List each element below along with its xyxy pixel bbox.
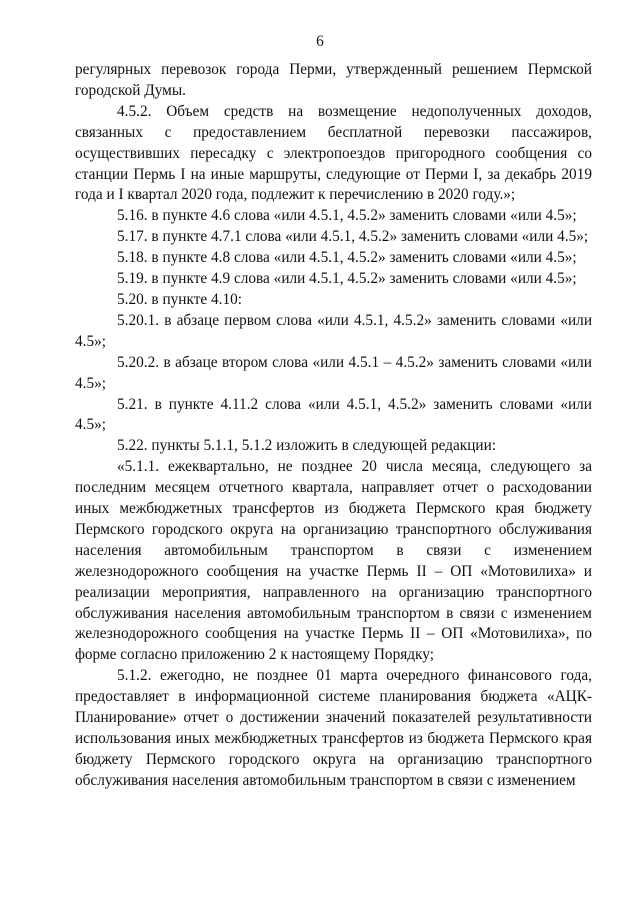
- paragraph: 5.16. в пункте 4.6 слова «или 4.5.1, 4.5.2» заменить словами «или 4.5»;: [117, 207, 577, 225]
- paragraph: 5.18. в пункте 4.8 слова «или 4.5.1, 4.5.2» заменить словами «или 4.5»;: [117, 249, 577, 267]
- paragraph: 5.1.2. ежегодно, не позднее 01 марта очередного финансового года, предоставляет в информационной системе планирования бюджета «АЦК-Планирование» отчет о достижении значений показателей результативности использования иных межбюджетных трансфертов из бюджета Пермского края бюджету Пермского городского округа на организацию транспортного обслуживания населения автомобильным транспортом в связи с изменением: [75, 667, 592, 789]
- document-body: [75, 60, 592, 792]
- paragraph: 5.17. в пункте 4.7.1 слова «или 4.5.1, 4.5.2» заменить словами «или 4.5»;: [117, 228, 589, 246]
- paragraph: 5.19. в пункте 4.9 слова «или 4.5.1, 4.5.2» заменить словами «или 4.5»;: [117, 270, 577, 288]
- paragraph: регулярных перевозок города Перми, утвержденный решением Пермской городской Думы.: [75, 61, 592, 99]
- paragraph: 5.20.1. в абзаце первом слова «или 4.5.1, 4.5.2» заменить словами «или 4.5»;: [75, 311, 592, 350]
- paragraph: 5.22. пункты 5.1.1, 5.1.2 изложить в следующей редакции:: [117, 437, 497, 455]
- page-number: 6: [316, 33, 324, 50]
- paragraph: 5.20. в пункте 4.10:: [117, 290, 243, 308]
- paragraph: 5.21. в пункте 4.11.2 слова «или 4.5.1, 4.5.2» заменить словами «или 4.5»;: [75, 395, 592, 434]
- paragraph: «5.1.1. ежеквартально, не позднее 20 числа месяца, следующего за последним месяцем отчетного квартала, направляет отчет о расходовании иных межбюджетных трансфертов из бюджета Пермского края бюджету Пермского городского округа на организацию транспортного обслуживания населения автомобильным транспортом в связи с изменением железнодорожного сообщения на участке Пермь II – ОП «Мотовилиха» и реализации мероприятия, направленного на организацию транспортного обслуживания населения автомобильным транспортом в связи с изменением железнодорожного сообщения на участке Пермь II – ОП «Мотовилиха», по форме согласно приложению 2 к настоящему Порядку;: [75, 458, 592, 664]
- paragraph: 5.20.2. в абзаце втором слова «или 4.5.1 – 4.5.2» заменить словами «или 4.5»;: [75, 353, 592, 392]
- paragraph: 4.5.2. Объем средств на возмещение недополученных доходов, связанных с предоставлением бесплатной перевозки пассажиров, осуществивших пересадку с электропоездов пригородного сообщения со станции Пермь I на иные маршруты, следующие от Перми I, за декабрь 2019 года и I квартал 2020 года, подлежит к перечислению в 2020 году.»;: [75, 102, 592, 204]
